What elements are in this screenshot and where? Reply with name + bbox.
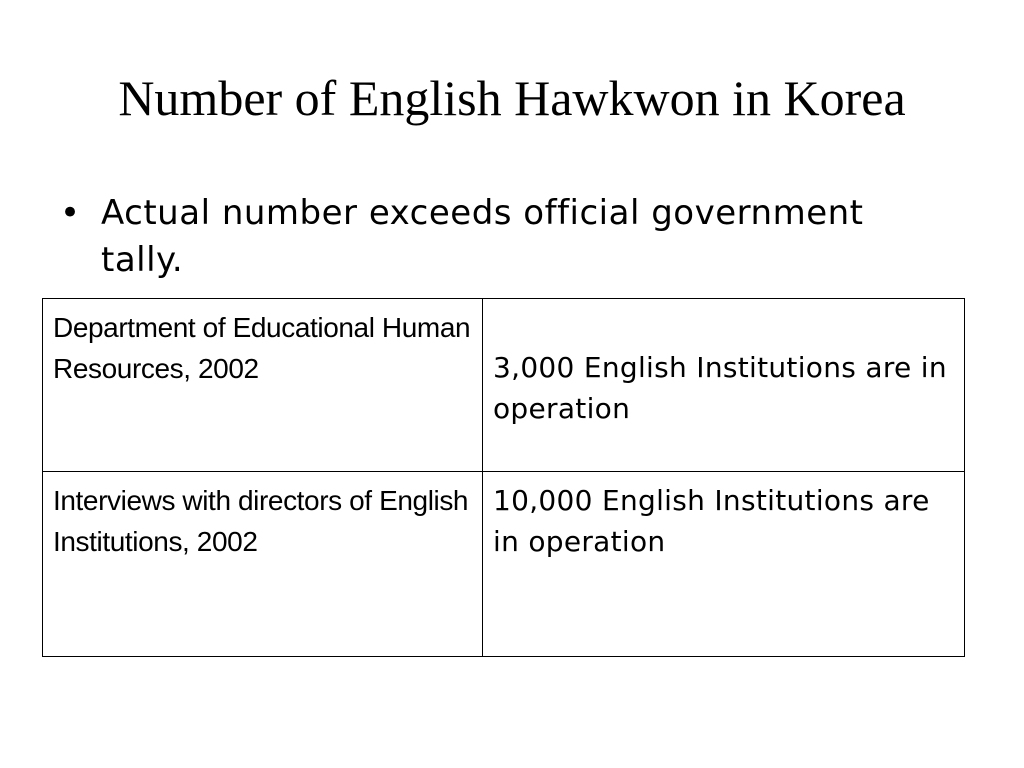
slide-title: Number of English Hawkwon in Korea (118, 70, 906, 126)
source-cell (43, 472, 483, 657)
source-text: Department of Educational Human Resources, 2002 (53, 312, 471, 384)
bullet-text: Actual number exceeds official government tally. (101, 193, 864, 280)
bullet-dot-icon: • (60, 193, 81, 233)
table-row (43, 299, 965, 472)
value-text: 3,000 English Institutions are in operation (493, 351, 947, 425)
source-cell (43, 299, 483, 472)
source-text: Interviews with directors of English Institutions, 2002 (53, 485, 469, 557)
bullet-item (60, 190, 940, 284)
comparison-table (42, 298, 965, 657)
table-row (43, 472, 965, 657)
bullet-list (60, 190, 940, 284)
value-text: 10,000 English Institutions are in operation (493, 484, 930, 558)
value-cell (483, 299, 965, 472)
value-cell (483, 472, 965, 657)
